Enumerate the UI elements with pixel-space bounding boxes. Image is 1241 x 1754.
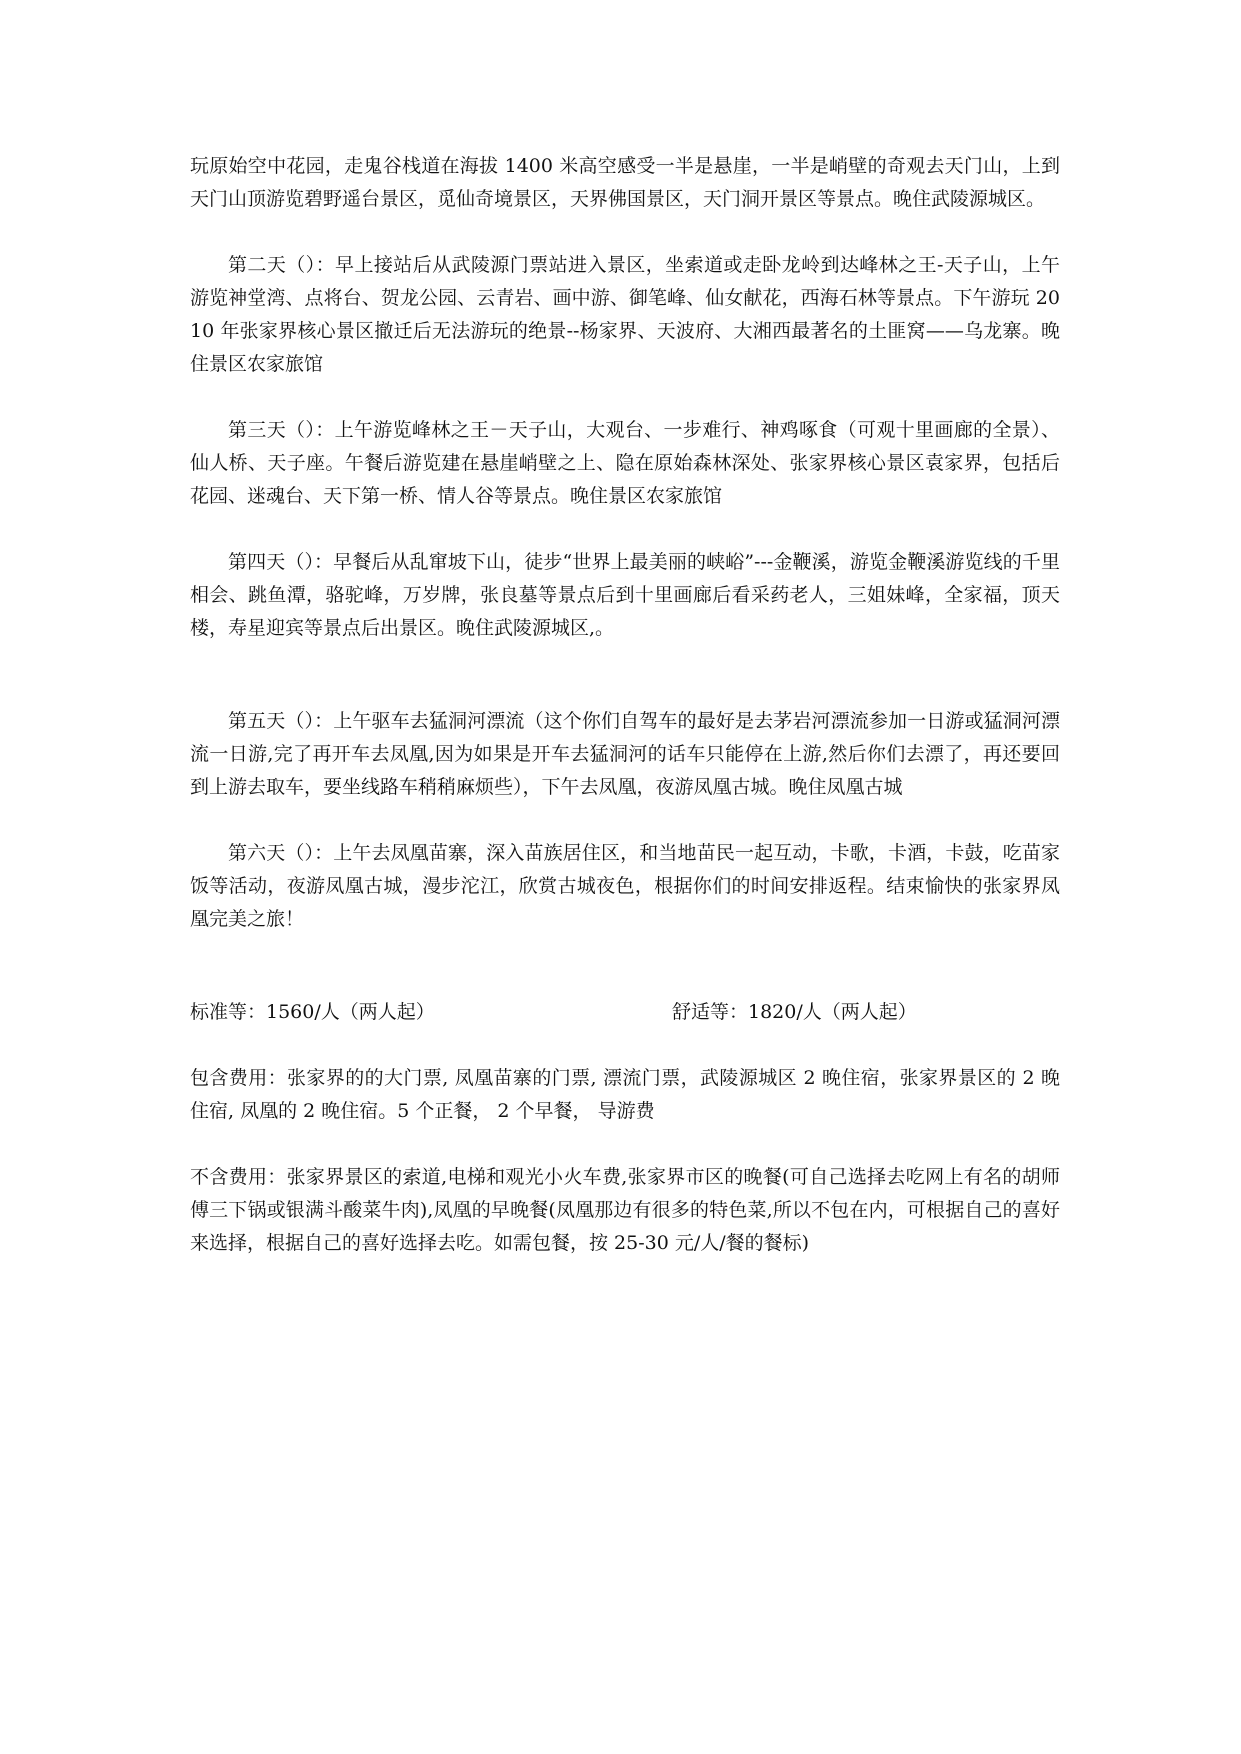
day2-paragraph: 第二天（）：早上接站后从武陵源门票站进入景区，坐索道或走卧龙岭到达峰林之王-天子山，上午游览神堂湾、点将台、贺龙公园、云青岩、画中游、御笔峰、仙女献花，西海石林等景点。下午游玩 2010 年张家界核心景区撤迁后无法游玩的绝景--杨家界、天波府、大湘西最著名的土匪窝——乌龙寨。晚住景区农家旅馆 — [190, 254, 1060, 375]
intro-paragraph: 玩原始空中花园，走鬼谷栈道在海拔 1400 米高空感受一半是悬崖，一半是峭壁的奇观去天门山，上到天门山顶游览碧野遥台景区，觅仙奇境景区，天界佛国景区，天门洞开景区等景点。晚住武陵源城区。 — [190, 155, 1060, 210]
spacer — [190, 1029, 1060, 1062]
included-fees: 包含费用：张家界的的大门票, 凤凰苗寨的门票, 漂流门票，武陵源城区 2 晚住宿，张家界景区的 2 晚住宿, 凤凰的 2 晚住宿。5 个正餐， 2 个早餐， 导游费 — [190, 1067, 1060, 1122]
spacer — [190, 1128, 1060, 1161]
document-body — [190, 150, 1060, 1260]
spacer — [190, 216, 1060, 249]
day6-paragraph: 第六天（）：上午去凤凰苗寨，深入苗族居住区，和当地苗民一起互动，卡歌，卡酒，卡鼓，吃苗家饭等活动，夜游凤凰古城，漫步沱江，欣赏古城夜色，根据你们的时间安排返程。结束愉快的张家界凤凰完美之旅！ — [190, 842, 1060, 930]
standard-price: 标准等：1560/人（两人起） — [190, 1001, 435, 1023]
day3-paragraph: 第三天（）：上午游览峰林之王－天子山，大观台、一步难行、神鸡啄食（可观十里画廊的全景）、仙人桥、天子座。午餐后游览建在悬崖峭壁之上、隐在原始森林深处、张家界核心景区袁家界，包括后花园、迷魂台、天下第一桥、情人谷等景点。晚住景区农家旅馆 — [190, 419, 1060, 507]
spacer — [190, 513, 1060, 546]
comfort-price: 舒适等：1820/人（两人起） — [672, 1001, 917, 1023]
day5-paragraph: 第五天（）：上午驱车去猛洞河漂流（这个你们自驾车的最好是去茅岩河漂流参加一日游或猛洞河漂流一日游,完了再开车去凤凰,因为如果是开车去猛洞河的话车只能停在上游,然后你们去漂了，再还要回到上游去取车，要坐线路车稍稍麻烦些），下午去凤凰，夜游凤凰古城。晚住凤凰古城 — [190, 710, 1060, 798]
spacer — [190, 381, 1060, 414]
excluded-fees: 不含费用：张家界景区的索道,电梯和观光小火车费,张家界市区的晚餐(可自己选择去吃网上有名的胡师傅三下锅或银满斗酸菜牛肉),凤凰的早晚餐(凤凰那边有很多的特色菜,所以不包在内，可根据自己的喜好来选择，根据自己的喜好选择去吃。如需包餐，按 25-30 元/人/餐的餐标) — [190, 1166, 1060, 1254]
spacer — [190, 936, 1060, 996]
pricing-row — [190, 996, 1060, 1029]
day4-paragraph: 第四天（）：早餐后从乱窜坡下山，徒步“世界上最美丽的峡峪”---金鞭溪，游览金鞭溪游览线的千里相会、跳鱼潭，骆驼峰，万岁牌，张良墓等景点后到十里画廊后看采药老人，三姐妹峰，全家福，顶天楼，寿星迎宾等景点后出景区。晚住武陵源城区,。 — [190, 551, 1060, 639]
spacer — [190, 645, 1060, 705]
spacer — [190, 804, 1060, 837]
